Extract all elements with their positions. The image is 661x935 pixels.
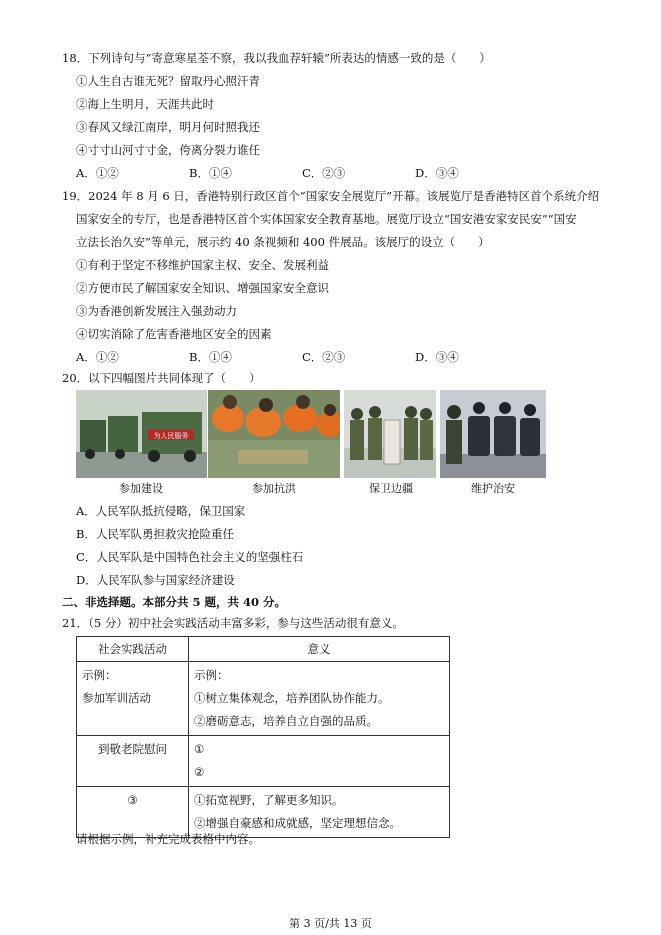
activity-military-training: 参加军训活动: [82, 691, 151, 705]
photo-security: [440, 390, 546, 478]
q18-item-3: ③春风又绿江南岸，明月何时照我还: [76, 120, 260, 134]
q20-option-c: C．人民军队是中国特色社会主义的坚强柱石: [76, 550, 304, 564]
q19-stem-line-2: 国家安全的专厅，也是香港特区首个实体国家安全教育基地。展览厅设立“国安港安家安民安”“国安: [76, 212, 577, 226]
meaning-line: ①拓宽视野，了解更多知识。: [194, 793, 344, 807]
cell-activity-nursing-home: [77, 736, 189, 787]
q20-option-a: A．人民军队抵抗侵略，保卫国家: [76, 504, 246, 518]
q18-item-4: ④寸寸山河寸寸金，侉离分裂力谁任: [76, 143, 260, 157]
meaning-line: ②磨砺意志，培养自立自强的品质。: [194, 714, 378, 728]
security-police-image: [440, 390, 546, 478]
photo-border: [344, 390, 436, 478]
practice-activity-table: [76, 636, 450, 838]
section-heading: 二、非选择题。本部分共 5 题，共 40 分。: [62, 595, 287, 609]
caption-flood: 参加抗洪: [252, 482, 296, 495]
header-activity: 社会实践活动: [77, 637, 189, 662]
activity-nursing-home: 到敬老院慰问: [98, 742, 167, 756]
q21-note: 请根据示例，补充完成表格中内容。: [76, 832, 260, 846]
border-guard-image: [344, 390, 436, 478]
meaning-line: ②增强自豪感和成就感，坚定理想信念。: [194, 816, 401, 830]
q19-stem-line-1: 19．2024 年 8 月 6 日，香港特别行政区首个“国家安全展览厅”开幕。该展览厅是香港特区首个系统介绍: [62, 189, 600, 203]
cell-meaning-example: [189, 662, 450, 736]
q19-item-4: ④切实消除了危害香港地区安全的因素: [76, 327, 272, 341]
page-number: 第 3 页/共 13 页: [289, 917, 372, 930]
q18-choice-a: A．①②: [76, 166, 119, 180]
table-row: [77, 662, 450, 736]
blank-line[interactable]: ②: [194, 765, 205, 779]
q19-choice-c: C．②③: [302, 350, 346, 364]
header-meaning: 意义: [189, 637, 450, 662]
q21-stem: 21．（5 分）初中社会实践活动丰富多彩，参与这些活动很有意义。: [62, 616, 404, 630]
q20-stem: 20．以下四幅图片共同体现了（ ）: [62, 371, 261, 385]
table-header-row: [77, 637, 450, 662]
q20-option-d: D．人民军队参与国家经济建设: [76, 573, 235, 587]
table-row: [77, 736, 450, 787]
cell-activity-example: [77, 662, 189, 736]
caption-construction: 参加建设: [119, 482, 163, 495]
q19-item-3: ③为香港创新发展注入强劲动力: [76, 304, 237, 318]
q19-item-1: ①有利于坚定不移维护国家主权、安全、发展利益: [76, 258, 329, 272]
cell-meaning-blank: [189, 736, 450, 787]
q19-choice-b: B．①④: [189, 350, 232, 364]
photo-construction: [76, 390, 207, 478]
photo-flood: [208, 390, 340, 478]
caption-border: 保卫边疆: [369, 482, 413, 495]
q18-choice-d: D．③④: [415, 166, 459, 180]
q20-option-b: B．人民军队勇担救灾抢险重任: [76, 527, 234, 541]
q19-item-2: ②方便市民了解国家安全知识、增强国家安全意识: [76, 281, 329, 295]
meaning-line: ①树立集体观念，培养团队协作能力。: [194, 691, 390, 705]
truck-sign: 为人民服务: [153, 432, 189, 440]
cell-meaning-third: [189, 787, 450, 838]
cell-activity-blank: [77, 787, 189, 838]
flood-rescue-image: [208, 390, 340, 478]
example-label: 示例：: [194, 668, 229, 682]
q19-stem-line-3: 立法长治久安”等单元，展示约 40 条视频和 400 件展品。该展厅的设立（ ）: [76, 235, 490, 249]
q18-stem: 18．下列诗句与“寄意寒星荃不察，我以我血荐轩辕”所表达的情感一致的是（ ）: [62, 51, 491, 65]
q18-choice-c: C．②③: [302, 166, 346, 180]
q19-choice-a: A．①②: [76, 350, 119, 364]
table-row: [77, 787, 450, 838]
q18-item-1: ①人生自古谁无死？留取丹心照汗青: [76, 74, 260, 88]
q19-choice-d: D．③④: [415, 350, 459, 364]
blank-activity[interactable]: ③: [127, 793, 138, 807]
army-trucks-image: [76, 390, 207, 478]
q18-item-2: ②海上生明月，天涯共此时: [76, 97, 214, 111]
q18-choice-b: B．①④: [189, 166, 232, 180]
blank-line[interactable]: ①: [194, 742, 205, 756]
example-label: 示例：: [82, 668, 117, 682]
caption-security: 维护治安: [471, 482, 515, 495]
